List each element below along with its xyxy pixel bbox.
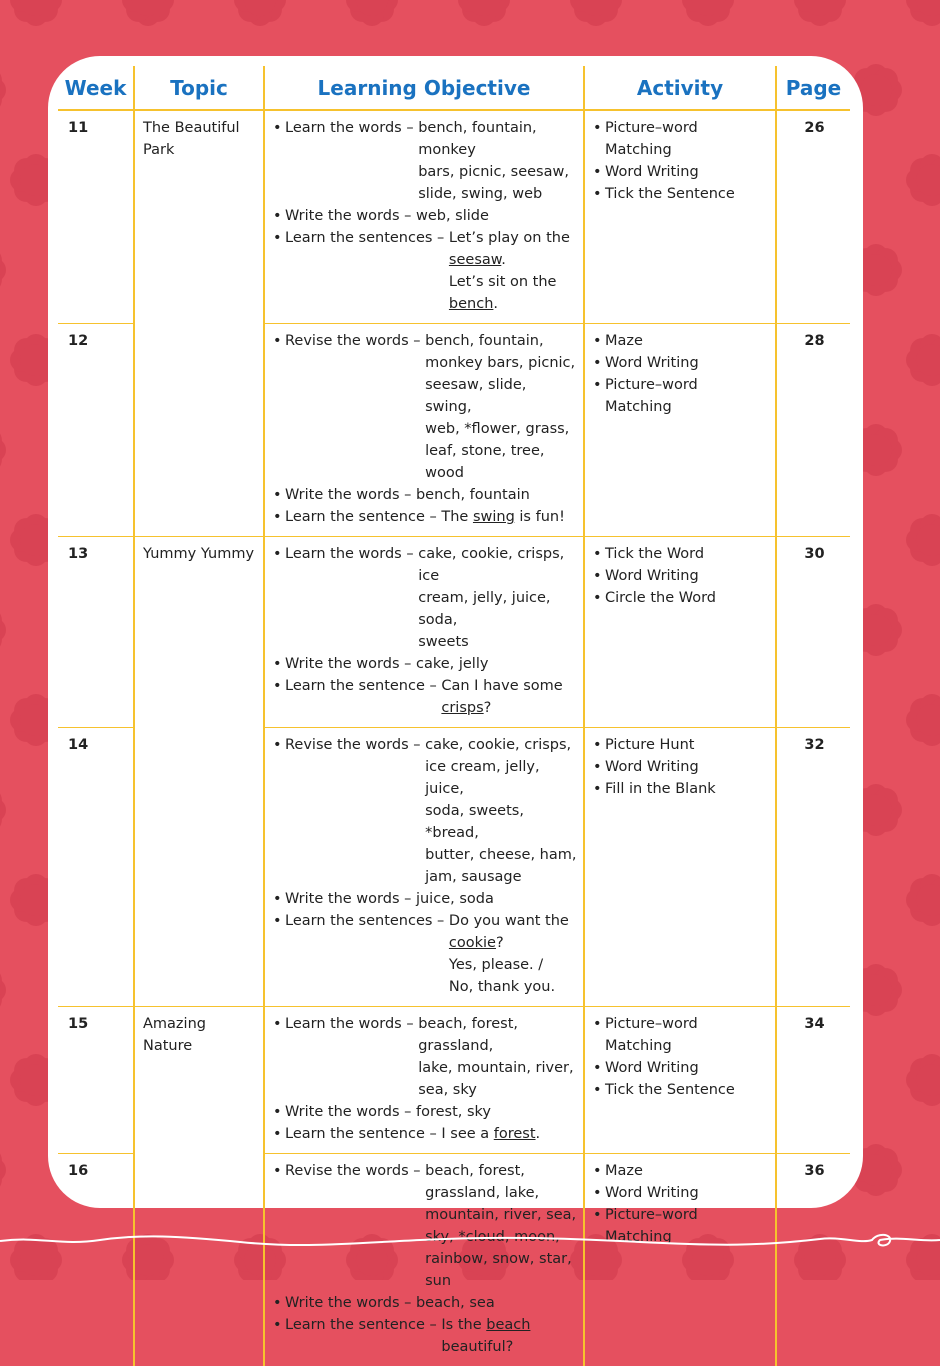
objective-lead: Learn the sentence – bbox=[285, 675, 441, 719]
objective-line: cake, cookie, crisps, ice bbox=[418, 543, 577, 587]
bullet-icon: • bbox=[593, 352, 605, 374]
activity-cell bbox=[584, 110, 776, 324]
objective-line: beach, forest, grassland, bbox=[418, 1013, 577, 1057]
underlined-word: cookie bbox=[449, 935, 496, 951]
bullet-icon: • bbox=[593, 778, 605, 800]
objective-line: Let’s sit on the bbox=[449, 271, 577, 293]
topic-cell: Amazing Nature bbox=[134, 1007, 264, 1366]
bullet-icon: • bbox=[273, 910, 285, 998]
objective-line: bench. bbox=[449, 293, 577, 315]
page-number: 36 bbox=[776, 1154, 850, 1366]
activity-cell bbox=[584, 1007, 776, 1154]
objective-line: cream, jelly, juice, soda, bbox=[418, 587, 577, 631]
activity-cell bbox=[584, 728, 776, 1007]
flower-shape bbox=[346, 0, 398, 26]
week-number: 11 bbox=[58, 110, 134, 324]
bullet-icon: • bbox=[273, 1160, 285, 1292]
objective-line: Is the beach bbox=[441, 1314, 577, 1336]
objective-line: web, *flower, grass, bbox=[425, 418, 577, 440]
bullet-icon: • bbox=[273, 1123, 285, 1145]
objective-lead: Write the words – bbox=[285, 205, 416, 227]
header-topic: Topic bbox=[134, 66, 264, 110]
objective-line: sky, *cloud, moon, bbox=[425, 1226, 577, 1248]
bullet-icon: • bbox=[273, 1101, 285, 1123]
objective-line: beach, sea bbox=[416, 1292, 577, 1314]
objective-line: grassland, lake, bbox=[425, 1182, 577, 1204]
week-number: 13 bbox=[58, 537, 134, 728]
week-number: 12 bbox=[58, 324, 134, 537]
bullet-icon: • bbox=[593, 1160, 605, 1182]
objective-line: No, thank you. bbox=[449, 976, 577, 998]
bullet-icon: • bbox=[593, 587, 605, 609]
objective-line: lake, mountain, river, bbox=[418, 1057, 577, 1079]
flower-shape bbox=[0, 604, 6, 656]
objective-words bbox=[418, 1013, 577, 1101]
bullet-icon: • bbox=[593, 330, 605, 352]
bullet-icon: • bbox=[273, 330, 285, 484]
objective-line: soda, sweets, *bread, bbox=[425, 800, 577, 844]
objective-words bbox=[418, 117, 577, 205]
activity-item bbox=[593, 374, 769, 418]
objective-line: juice, soda bbox=[416, 888, 577, 910]
bullet-icon: • bbox=[273, 117, 285, 205]
bullet-icon: • bbox=[593, 1057, 605, 1079]
bullet-icon: • bbox=[273, 653, 285, 675]
activity-label: Picture–word Matching bbox=[605, 1013, 769, 1057]
bullet-icon: • bbox=[593, 117, 605, 161]
objective-line: The swing is fun! bbox=[441, 506, 577, 528]
objective-lead: Learn the sentence – bbox=[285, 1123, 441, 1145]
flower-shape bbox=[794, 0, 846, 26]
learning-objective-cell bbox=[264, 110, 584, 324]
flower-shape bbox=[906, 334, 940, 386]
flower-shape bbox=[0, 1144, 6, 1196]
activity-label: Tick the Sentence bbox=[605, 1079, 735, 1101]
objective-line: jam, sausage bbox=[425, 866, 577, 888]
bullet-icon: • bbox=[593, 161, 605, 183]
bullet-icon: • bbox=[593, 543, 605, 565]
bullet-icon: • bbox=[273, 543, 285, 653]
objective-line: cookie? bbox=[449, 932, 577, 954]
activity-item bbox=[593, 352, 769, 374]
objective-words bbox=[441, 1123, 577, 1145]
bullet-icon: • bbox=[593, 374, 605, 418]
learning-objective-cell bbox=[264, 1007, 584, 1154]
topic-cell: Yummy Yummy bbox=[134, 537, 264, 1007]
objective-words bbox=[441, 506, 577, 528]
flower-shape bbox=[0, 424, 6, 476]
objective-lead: Write the words – bbox=[285, 888, 416, 910]
objective-line: cake, cookie, crisps, bbox=[425, 734, 577, 756]
bullet-icon: • bbox=[593, 756, 605, 778]
objective-line: beach, forest, bbox=[425, 1160, 577, 1182]
learning-objective-cell bbox=[264, 324, 584, 537]
flower-shape bbox=[458, 0, 510, 26]
objective-line: rainbow, snow, star, bbox=[425, 1248, 577, 1270]
objective-line: butter, cheese, ham, bbox=[425, 844, 577, 866]
flower-shape bbox=[234, 0, 286, 26]
objective-line: seesaw. bbox=[449, 249, 577, 271]
flower-shape bbox=[570, 0, 622, 26]
week-number: 14 bbox=[58, 728, 134, 1007]
objective-lead: Write the words – bbox=[285, 1292, 416, 1314]
activity-label: Word Writing bbox=[605, 161, 699, 183]
objective-item bbox=[273, 1314, 577, 1358]
bullet-icon: • bbox=[273, 506, 285, 528]
objective-lead: Learn the words – bbox=[285, 543, 418, 653]
objective-lead: Learn the sentence – bbox=[285, 506, 441, 528]
bullet-icon: • bbox=[273, 675, 285, 719]
objective-line: beautiful? bbox=[441, 1336, 577, 1358]
activity-label: Maze bbox=[605, 1160, 643, 1182]
activity-label: Tick the Word bbox=[605, 543, 704, 565]
objective-words bbox=[416, 888, 577, 910]
header-row bbox=[58, 66, 850, 110]
objective-item bbox=[273, 734, 577, 888]
activity-item bbox=[593, 183, 769, 205]
bullet-icon: • bbox=[593, 1013, 605, 1057]
objective-lead: Write the words – bbox=[285, 653, 416, 675]
objective-line: web, slide bbox=[416, 205, 577, 227]
activity-label: Maze bbox=[605, 330, 643, 352]
activity-item bbox=[593, 1160, 769, 1182]
flower-shape bbox=[682, 0, 734, 26]
objective-lead: Learn the words – bbox=[285, 1013, 418, 1101]
week-number: 16 bbox=[58, 1154, 134, 1366]
underlined-word: seesaw bbox=[449, 252, 501, 268]
objective-item bbox=[273, 227, 577, 315]
objective-line: leaf, stone, tree, wood bbox=[425, 440, 577, 484]
objective-line: Can I have some bbox=[441, 675, 577, 697]
objective-line: seesaw, slide, swing, bbox=[425, 374, 577, 418]
underlined-word: swing bbox=[473, 509, 515, 525]
objective-lead: Revise the words – bbox=[285, 330, 425, 484]
objective-lead: Learn the sentences – bbox=[285, 910, 449, 998]
objective-line: sweets bbox=[418, 631, 577, 653]
objective-item bbox=[273, 653, 577, 675]
objective-lead: Learn the sentence – bbox=[285, 1314, 441, 1358]
objective-line: bench, fountain, bbox=[425, 330, 577, 352]
objective-lead: Write the words – bbox=[285, 484, 416, 506]
activity-item bbox=[593, 565, 769, 587]
objective-line: I see a forest. bbox=[441, 1123, 577, 1145]
activity-cell bbox=[584, 1154, 776, 1366]
objective-item bbox=[273, 1101, 577, 1123]
objective-item bbox=[273, 1292, 577, 1314]
flower-shape bbox=[0, 64, 6, 116]
underlined-word: forest bbox=[494, 1126, 536, 1142]
table-row bbox=[58, 110, 850, 324]
activity-label: Picture Hunt bbox=[605, 734, 694, 756]
page-number: 32 bbox=[776, 728, 850, 1007]
activity-label: Word Writing bbox=[605, 565, 699, 587]
objective-words bbox=[449, 227, 577, 315]
activity-item bbox=[593, 330, 769, 352]
flower-shape bbox=[122, 0, 174, 26]
flower-shape bbox=[906, 694, 940, 746]
activity-cell bbox=[584, 324, 776, 537]
bullet-icon: • bbox=[273, 734, 285, 888]
schedule-body bbox=[58, 110, 850, 1366]
objective-words bbox=[418, 543, 577, 653]
flower-shape bbox=[906, 154, 940, 206]
flower-shape bbox=[906, 0, 940, 26]
activity-label: Picture–word Matching bbox=[605, 374, 769, 418]
objective-line: ice cream, jelly, juice, bbox=[425, 756, 577, 800]
activity-label: Tick the Sentence bbox=[605, 183, 735, 205]
objective-item bbox=[273, 543, 577, 653]
objective-line: cake, jelly bbox=[416, 653, 577, 675]
learning-objective-cell bbox=[264, 537, 584, 728]
objective-item bbox=[273, 910, 577, 998]
week-number: 15 bbox=[58, 1007, 134, 1154]
bullet-icon: • bbox=[593, 565, 605, 587]
objective-item bbox=[273, 888, 577, 910]
decorative-squiggle-line bbox=[0, 1226, 940, 1256]
objective-words bbox=[416, 1292, 577, 1314]
objective-item bbox=[273, 484, 577, 506]
activity-item bbox=[593, 117, 769, 161]
page-number: 26 bbox=[776, 110, 850, 324]
flower-shape bbox=[906, 874, 940, 926]
header-learning-objective: Learning Objective bbox=[264, 66, 584, 110]
activity-item bbox=[593, 161, 769, 183]
underlined-word: crisps bbox=[441, 700, 483, 716]
activity-item bbox=[593, 587, 769, 609]
flower-shape bbox=[906, 1054, 940, 1106]
bullet-icon: • bbox=[593, 1079, 605, 1101]
bullet-icon: • bbox=[593, 183, 605, 205]
bullet-icon: • bbox=[273, 1314, 285, 1358]
page-number: 34 bbox=[776, 1007, 850, 1154]
objective-words bbox=[416, 1101, 577, 1123]
learning-objective-cell bbox=[264, 728, 584, 1007]
activity-cell bbox=[584, 537, 776, 728]
objective-line: Yes, please. / bbox=[449, 954, 577, 976]
activity-item bbox=[593, 1182, 769, 1204]
activity-item bbox=[593, 1057, 769, 1079]
activity-item bbox=[593, 1013, 769, 1057]
objective-item bbox=[273, 1013, 577, 1101]
objective-line: bars, picnic, seesaw, bbox=[418, 161, 577, 183]
page-number: 30 bbox=[776, 537, 850, 728]
table-row bbox=[58, 1007, 850, 1154]
topic-cell: The Beautiful Park bbox=[134, 110, 264, 537]
page-number: 28 bbox=[776, 324, 850, 537]
objective-words bbox=[425, 330, 577, 484]
objective-line: mountain, river, sea, bbox=[425, 1204, 577, 1226]
bullet-icon: • bbox=[273, 1292, 285, 1314]
activity-label: Word Writing bbox=[605, 1182, 699, 1204]
underlined-word: bench bbox=[449, 296, 493, 312]
activity-item bbox=[593, 1079, 769, 1101]
flower-shape bbox=[0, 244, 6, 296]
underlined-word: beach bbox=[486, 1317, 530, 1333]
learning-objective-cell bbox=[264, 1154, 584, 1366]
objective-words bbox=[416, 205, 577, 227]
bullet-icon: • bbox=[273, 205, 285, 227]
activity-label: Word Writing bbox=[605, 1057, 699, 1079]
objective-item bbox=[273, 675, 577, 719]
objective-line: slide, swing, web bbox=[418, 183, 577, 205]
objective-lead: Revise the words – bbox=[285, 1160, 425, 1292]
activity-item bbox=[593, 756, 769, 778]
activity-label: Word Writing bbox=[605, 352, 699, 374]
header-week: Week bbox=[58, 66, 134, 110]
bullet-icon: • bbox=[273, 1013, 285, 1101]
objective-item bbox=[273, 205, 577, 227]
activity-label: Picture–word Matching bbox=[605, 1204, 769, 1248]
activity-label: Picture–word Matching bbox=[605, 117, 769, 161]
activity-item bbox=[593, 778, 769, 800]
bullet-icon: • bbox=[593, 734, 605, 756]
activity-item bbox=[593, 734, 769, 756]
bullet-icon: • bbox=[273, 227, 285, 315]
objective-line: sea, sky bbox=[418, 1079, 577, 1101]
objective-item bbox=[273, 506, 577, 528]
bullet-icon: • bbox=[273, 888, 285, 910]
header-activity: Activity bbox=[584, 66, 776, 110]
header-page: Page bbox=[776, 66, 850, 110]
objective-line: bench, fountain, monkey bbox=[418, 117, 577, 161]
objective-words bbox=[441, 675, 577, 719]
objective-lead: Learn the sentences – bbox=[285, 227, 449, 315]
objective-line: Do you want the bbox=[449, 910, 577, 932]
objective-item bbox=[273, 1123, 577, 1145]
objective-line: bench, fountain bbox=[416, 484, 577, 506]
activity-label: Fill in the Blank bbox=[605, 778, 716, 800]
objective-item bbox=[273, 117, 577, 205]
objective-words bbox=[425, 734, 577, 888]
objective-words bbox=[416, 653, 577, 675]
flower-shape bbox=[0, 964, 6, 1016]
objective-words bbox=[441, 1314, 577, 1358]
objective-lead: Revise the words – bbox=[285, 734, 425, 888]
objective-words bbox=[449, 910, 577, 998]
objective-line: monkey bars, picnic, bbox=[425, 352, 577, 374]
bullet-icon: • bbox=[273, 484, 285, 506]
flower-shape bbox=[906, 514, 940, 566]
objective-line: sun bbox=[425, 1270, 577, 1292]
objective-item bbox=[273, 330, 577, 484]
table-row bbox=[58, 537, 850, 728]
bullet-icon: • bbox=[593, 1204, 605, 1248]
flower-shape bbox=[10, 0, 62, 26]
activity-label: Circle the Word bbox=[605, 587, 716, 609]
objective-lead: Learn the words – bbox=[285, 117, 418, 205]
objective-words bbox=[416, 484, 577, 506]
objective-line: forest, sky bbox=[416, 1101, 577, 1123]
objective-line: crisps? bbox=[441, 697, 577, 719]
bullet-icon: • bbox=[593, 1182, 605, 1204]
objective-lead: Write the words – bbox=[285, 1101, 416, 1123]
weekly-schedule-table bbox=[58, 66, 850, 1366]
objective-line: Let’s play on the bbox=[449, 227, 577, 249]
activity-item bbox=[593, 543, 769, 565]
activity-label: Word Writing bbox=[605, 756, 699, 778]
flower-shape bbox=[0, 784, 6, 836]
